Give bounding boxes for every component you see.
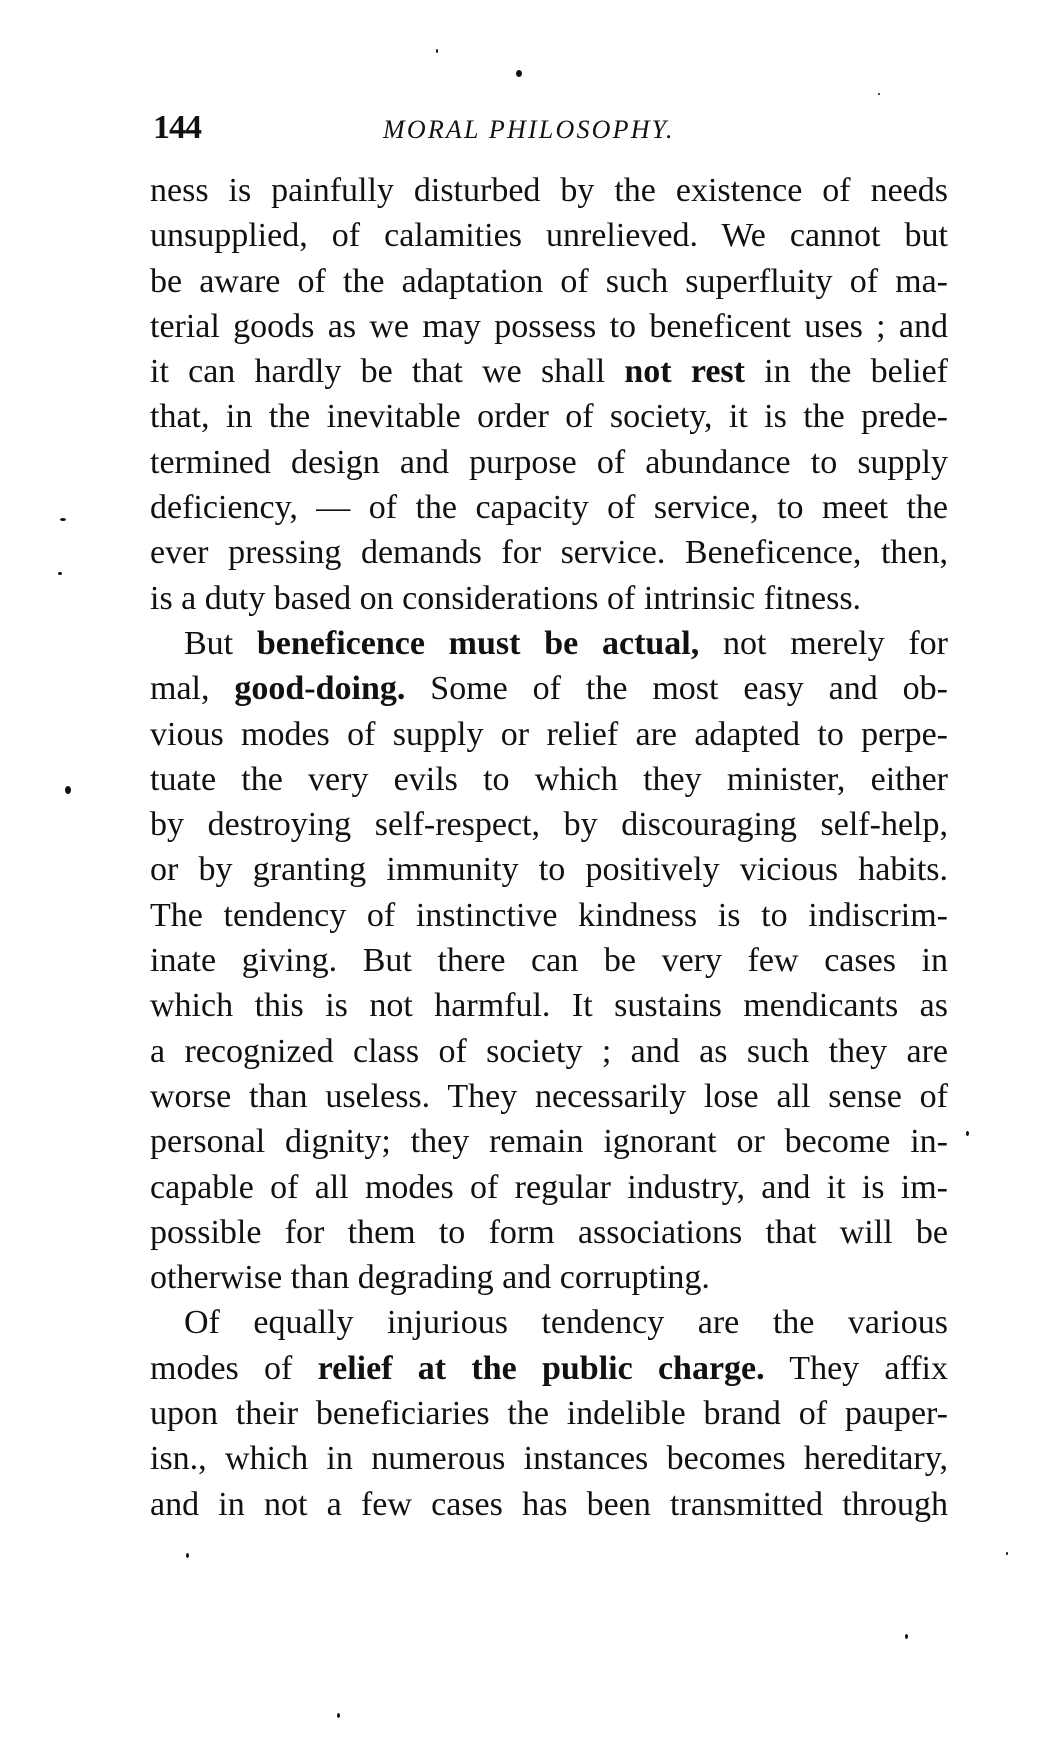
text-run: But <box>184 624 257 662</box>
text-line <box>150 259 948 304</box>
text-line <box>150 213 948 258</box>
text-run: isn., which in numerous instances becomes hereditary, <box>150 1440 948 1478</box>
scan-speck <box>878 93 880 95</box>
text-line <box>150 1482 948 1527</box>
scan-speck <box>58 572 62 575</box>
text-line <box>150 621 948 666</box>
text-run: modes of <box>150 1349 318 1387</box>
text-line <box>150 1391 948 1436</box>
text-line <box>150 712 948 757</box>
text-run: termined design and purpose of abundance to supply <box>150 443 948 481</box>
scan-speck <box>337 1713 340 1718</box>
text-run: unsupplied, of calamities unrelieved. We cannot but <box>150 217 948 255</box>
emphasized-phrase: relief at the public charge. <box>317 1349 765 1387</box>
text-run: ever pressing demands for service. Beneficence, then, <box>150 534 948 572</box>
text-run: tuate the very evils to which they minister, either <box>150 760 948 798</box>
text-line <box>150 304 948 349</box>
text-run: ness is painfully disturbed by the existence of needs <box>150 172 948 209</box>
text-line <box>150 576 948 621</box>
text-line <box>150 893 948 938</box>
text-run: is a duty based on considerations of intrinsic fitness. <box>150 579 862 617</box>
text-line <box>150 530 948 575</box>
text-run: a recognized class of society ; and as such they are <box>150 1032 948 1070</box>
text-line <box>150 1029 948 1074</box>
text-run: it can hardly be that we shall <box>150 353 625 391</box>
text-run: worse than useless. They necessarily lose all sense of <box>150 1077 948 1115</box>
text-line <box>150 1165 948 1210</box>
text-line <box>150 802 948 847</box>
emphasized-phrase: not rest <box>624 353 745 391</box>
running-title: MORAL PHILOSOPHY. <box>383 115 675 144</box>
text-run: or by granting immunity to positively vicious habits. <box>150 851 948 889</box>
text-run: terial goods as we may possess to beneficent uses ; and <box>150 307 948 345</box>
text-run: deficiency, — of the capacity of service, to meet the <box>150 489 948 527</box>
text-line <box>150 1074 948 1119</box>
emphasized-phrase: good-doing. <box>234 670 406 708</box>
text-run: be aware of the adaptation of such superfluity of ma- <box>150 262 948 300</box>
text-line <box>150 1436 948 1481</box>
text-line <box>150 1210 948 1255</box>
scan-speck <box>966 1131 969 1136</box>
text-run: inate giving. But there can be very few cases in <box>150 942 948 980</box>
text-run: otherwise than degrading and corrupting. <box>150 1259 710 1297</box>
page-number: 144 <box>153 109 201 146</box>
text-run: personal dignity; they remain ignorant or become in- <box>150 1123 948 1161</box>
text-run: Some of the most easy and ob- <box>405 670 948 708</box>
text-line <box>150 757 948 802</box>
text-line <box>150 1119 948 1164</box>
text-run: possible for them to form associations that will be <box>150 1213 948 1251</box>
text-line <box>150 485 948 530</box>
text-line <box>150 666 948 711</box>
scan-speck <box>436 49 438 53</box>
text-run: that, in the inevitable order of society, it is the prede- <box>150 398 948 436</box>
text-line <box>150 168 948 213</box>
text-line <box>150 1300 948 1345</box>
text-line <box>150 983 948 1028</box>
text-line <box>150 440 948 485</box>
scan-speck <box>60 518 66 521</box>
text-run: by destroying self-respect, by discouraging self-help, <box>150 806 948 844</box>
text-line <box>150 349 948 394</box>
body-text <box>150 168 948 1527</box>
text-line <box>150 1255 948 1300</box>
scan-speck <box>186 1553 189 1558</box>
text-line <box>150 1346 948 1391</box>
text-run: not merely for <box>699 624 948 662</box>
text-run: in the belief <box>744 353 948 391</box>
text-line <box>150 938 948 983</box>
emphasized-phrase: beneficence must be actual, <box>256 624 700 662</box>
text-run: mal, <box>150 670 235 708</box>
scan-speck <box>1006 1552 1008 1555</box>
scan-speck <box>65 786 71 794</box>
text-line <box>150 394 948 439</box>
scan-speck <box>516 70 522 77</box>
text-run: and in not a few cases has been transmitted through <box>150 1485 948 1523</box>
scan-speck <box>905 1634 908 1639</box>
text-run: The tendency of instinctive kindness is to indiscrim- <box>150 896 948 934</box>
text-run: upon their beneficiaries the indelible brand of pauper- <box>150 1395 948 1433</box>
text-run: Of equally injurious tendency are the various <box>184 1304 948 1342</box>
text-line <box>150 847 948 892</box>
text-run: which this is not harmful. It sustains mendicants as <box>150 987 948 1025</box>
text-run: They affix <box>764 1349 948 1387</box>
text-run: capable of all modes of regular industry, and it is im- <box>150 1168 948 1206</box>
text-run: vious modes of supply or relief are adapted to perpe- <box>150 715 948 753</box>
